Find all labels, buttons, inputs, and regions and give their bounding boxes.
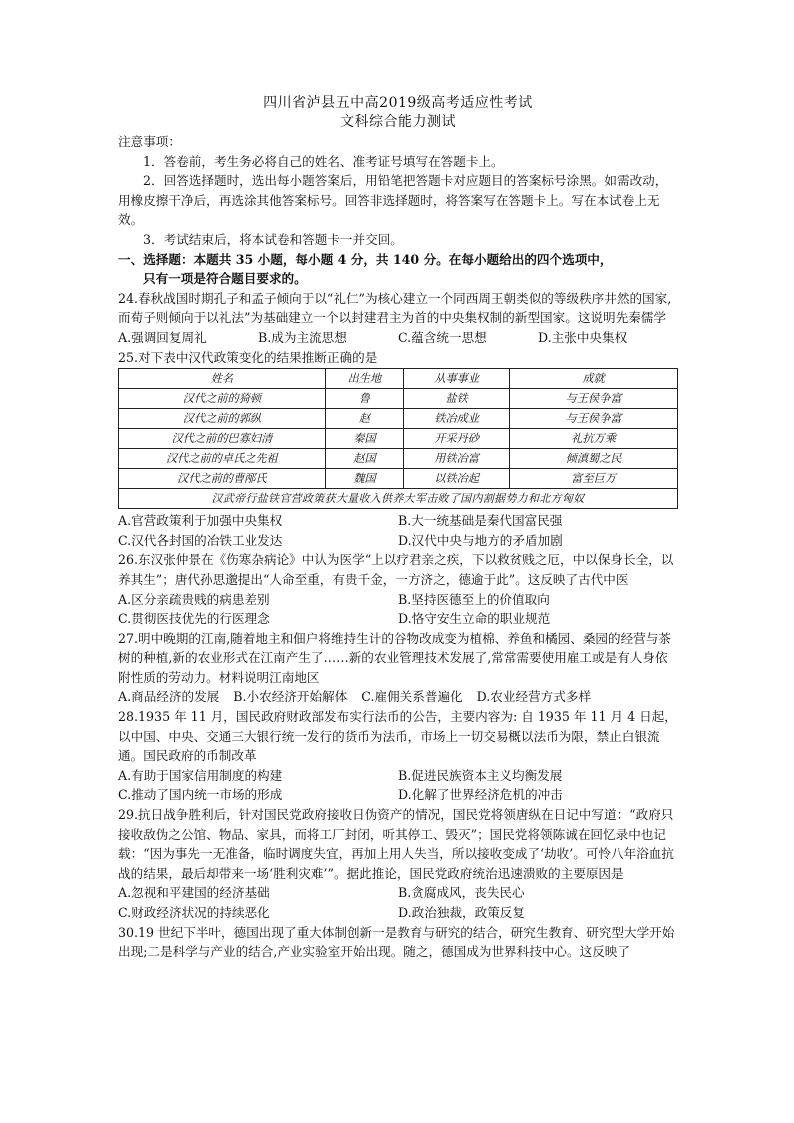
table-cell: 汉代之前的曹邴氏 [119,469,326,489]
option-c: C.雇佣关系普遍化 [361,689,463,705]
table-row [119,469,678,489]
option-d: D.农业经营方式多样 [476,689,592,705]
question-26-options [118,590,678,629]
option-d: D.政治独裁，政策反复 [398,905,525,920]
table-header: 出生地 [325,369,403,389]
table-footer: 汉武帝行盐铁官营政策获大量收入供养大军击败了国内割据势力和北方匈奴 [119,489,678,509]
question-29-stem: 29.抗日战争胜利后，针对国民党政府接收日伪资产的情况，国民党将领唐纵在日记中写道：“政府只接收敌伪之公馆、物品、家具，而将工厂封闭，听其停工、毁灭”；国民党将领陈诚在回忆录中也记载：“因为事先一无准备，临时调度失宜，再加上用人失当，所以接收变成了‘劫收’。可怜八年浴血抗战的结果，最后却带来一场‘胜利灾难’”。据此推论，国民党政府统治迅速溃败的主要原因是 [118,807,674,881]
table-cell: 鲁 [325,389,403,409]
option-b: B.小农经济开始解体 [233,689,348,705]
question-28-options [118,766,678,805]
option-b: B.坚持医德至上的价值取向 [398,591,550,607]
table-cell: 盐铁 [404,389,510,409]
table-cell: 赵 [325,409,403,429]
exam-subtitle: 文科综合能力测试 [340,114,456,130]
table-cell: 汉代之前的巴寡妇清 [119,429,326,449]
option-a: A.商品经济的发展 [118,689,220,705]
table-cell: 与王侯争富 [510,389,678,409]
notice-item-1: 1．答卷前，考生务必将自己的姓名、准考证号填写在答题卡上。 [143,153,504,169]
question-25-table [118,368,678,509]
table-cell: 汉代之前的猗顿 [119,389,326,409]
option-a: A.区分亲疏贵贱的病患差别 [118,591,270,607]
table-header-row [119,369,678,389]
option-c: C.财政经济状况的持续恶化 [118,905,270,920]
table-row [119,389,678,409]
table-cell: 礼抗万乘 [510,429,678,449]
question-27-stem: 27.明中晚期的江南,随着地主和佃户将维持生计的谷物改成变为植棉、养鱼和橘园、桑园的经营与茶树的种植,新的农业形式在江南产生了……新的农业管理技术发展了,常常需要使用雇工或是有人身依附性质的劳动力。材料说明江南地区 [118,630,671,685]
table-cell: 倾滇蜀之民 [510,449,678,469]
option-a: A.有助于国家信用制度的构建 [118,767,283,783]
option-d: D.恪守安生立命的职业规范 [398,611,551,627]
table-cell: 汉代之前的卓氏之先祖 [119,449,326,469]
option-b: B.贪腐成风，丧失民心 [398,885,525,901]
option-b: B.促进民族资本主义均衡发展 [398,767,563,783]
option-a: A.强调回复周礼 [118,329,207,345]
table-header: 从事事业 [404,369,510,389]
option-b: B.大一统基础是秦代国富民强 [398,513,563,529]
table-row [119,409,678,429]
option-c: C.贯彻医技优先的行医理念 [118,611,270,627]
notice-heading: 注意事项： [118,134,181,149]
table-header: 成就 [510,369,678,389]
option-c: C.汉代各封国的冶铁工业发达 [118,532,283,548]
section1-line2: 只有一项是符合题目要求的。 [143,271,307,287]
question-24-stem: 24.春秋战国时期孔子和孟子倾向于以“礼仁”为核心建立一个同西周王朝类似的等级秩序井然的国家,而荀子则倾向于以礼法”为基础建立一个以封建君主为首的中央集权制的新型国家。这说明先秦儒学 [118,290,672,326]
question-24-options [118,328,678,348]
question-26-stem: 26.东汉张仲景在《伤寒杂病论》中认为医学“上以疗君亲之疾，下以救贫贱之厄，中以保身长全，以养其生”；唐代孙思邈提出“人命至重，有贵千金，一方济之，德逾于此”。这反映了古代中医 [118,552,674,587]
question-25-options [118,511,678,550]
option-b: B.成为主流思想 [258,329,347,345]
table-cell: 与王侯争富 [510,409,678,429]
question-29-options [118,883,678,922]
option-d: D.汉代中央与地方的矛盾加剧 [398,532,563,548]
question-30-stem: 30.19 世纪下半叶，德国出现了重大体制创新一是教育与研究的结合，研究生教育、研究型大学开始出现;二是科学与产业的结合,产业实验室开始出现。随之，德国成为世界科技中心。这反映了 [118,924,675,960]
exam-page [118,94,678,962]
table-cell: 用铁冶富 [404,449,510,469]
table-cell: 秦国 [325,429,403,449]
table-row [119,449,678,469]
question-28-stem: 28.1935 年 11 月，国民政府财政部发布实行法币的公告，主要内容为: 自 1935 年 11 月 4 日起，以中国、中央、交通三大银行统一发行的货币为法币，市场上一切交易概以法币为限，禁止白银流通。国民政府的币制改革 [118,709,677,764]
table-cell: 汉代之前的郭纵 [119,409,326,429]
table-footer-row [119,489,678,509]
table-row [119,429,678,449]
notice-item-2: 2．回答选择题时，选出每小题答案后，用铅笔把答题卡对应题目的答案标号涂黑。如需改动，用橡皮擦干净后，再选涂其他答案标号。回答非选择题时，将答案写在答题卡上。写在本试卷上无效。 [118,173,668,228]
option-d: D.主张中央集权 [538,329,628,345]
table-cell: 开采丹砂 [404,429,510,449]
question-27-options [118,687,678,707]
option-a: A.忽视和平建国的经济基础 [118,885,270,901]
table-cell: 赵国 [325,449,403,469]
notice-item-3: 3．考试结束后，将本试卷和答题卡一并交回。 [143,231,403,247]
section1-line1: 一、选择题：本题共 35 小题，每小题 4 分，共 140 分。在每小题给出的四个选项中， [118,251,613,267]
option-a: A.官营政策利于加强中央集权 [118,513,283,529]
question-25-stem: 25.对下表中汉代政策变化的结果推断正确的是 [118,349,378,365]
table-cell: 铁冶成业 [404,409,510,429]
table-cell: 以铁冶起 [404,469,510,489]
exam-title: 四川省泸县五中高2019级高考适应性考试 [263,95,533,111]
option-d: D.化解了世界经济危机的冲击 [398,787,563,803]
option-c: C.蕴含统一思想 [398,329,487,345]
table-cell: 魏国 [325,469,403,489]
table-header: 姓名 [119,369,326,389]
option-c: C.推动了国内统一市场的形成 [118,787,283,803]
table-cell: 富至巨万 [510,469,678,489]
